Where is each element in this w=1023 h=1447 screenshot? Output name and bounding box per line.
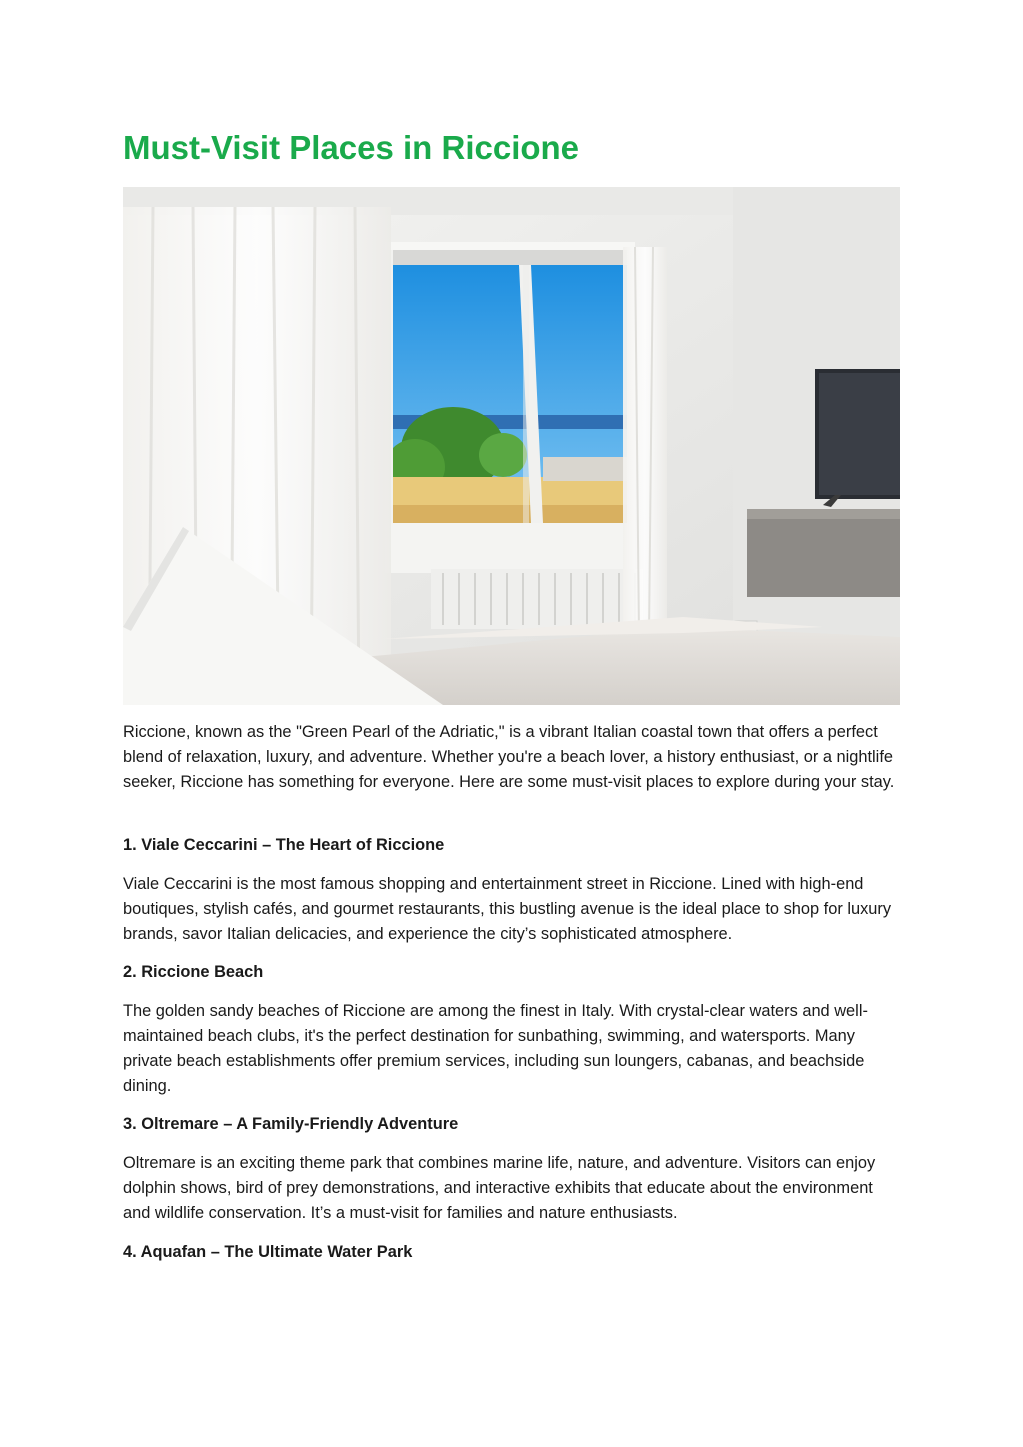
section-heading-riccione-beach: 2. Riccione Beach [123,963,264,981]
section-body-viale-ceccarini: Viale Ceccarini is the most famous shopping and entertainment street in Riccione. Lined with high-end boutiques, stylish cafés, and gourmet restaurants, this bustling avenue is the ideal place to shop for luxury brands, savor Italian delicacies, and experience the city’s sophisticated atmosphere. [123,875,892,943]
section-body-oltremare: Oltremare is an exciting theme park that combines marine life, nature, and adventure. Visitors can enjoy dolphin shows, bird of prey demonstrations, and interactive exhibits that educate about the environment and wildlife conservation. It’s a must-visit for families and nature enthusiasts. [123,1154,876,1222]
section-body-riccione-beach: The golden sandy beaches of Riccione are among the finest in Italy. With crystal-clear waters and well-maintained beach clubs, it's the perfect destination for sunbathing, swimming, and watersports. Many private beach establishments offer premium services, including sun loungers, cabanas, and beachside dining. [123,1002,868,1095]
page-title: Must-Visit Places in Riccione [123,129,580,166]
section-heading-viale-ceccarini: 1. Viale Ceccarini – The Heart of Riccione [123,836,445,854]
section-heading-oltremare: 3. Oltremare – A Family-Friendly Adventure [123,1115,459,1133]
section-heading-aquafan: 4. Aquafan – The Ultimate Water Park [123,1243,413,1261]
intro-paragraph: Riccione, known as the "Green Pearl of the Adriatic," is a vibrant Italian coastal town that offers a perfect blend of relaxation, luxury, and adventure. Whether you're a beach lover, a history enthusiast, or a nightlife seeker, Riccione has something for everyone. Here are some must-visit places to explore during your stay. [123,723,895,791]
hotel-room-photo [123,187,900,705]
